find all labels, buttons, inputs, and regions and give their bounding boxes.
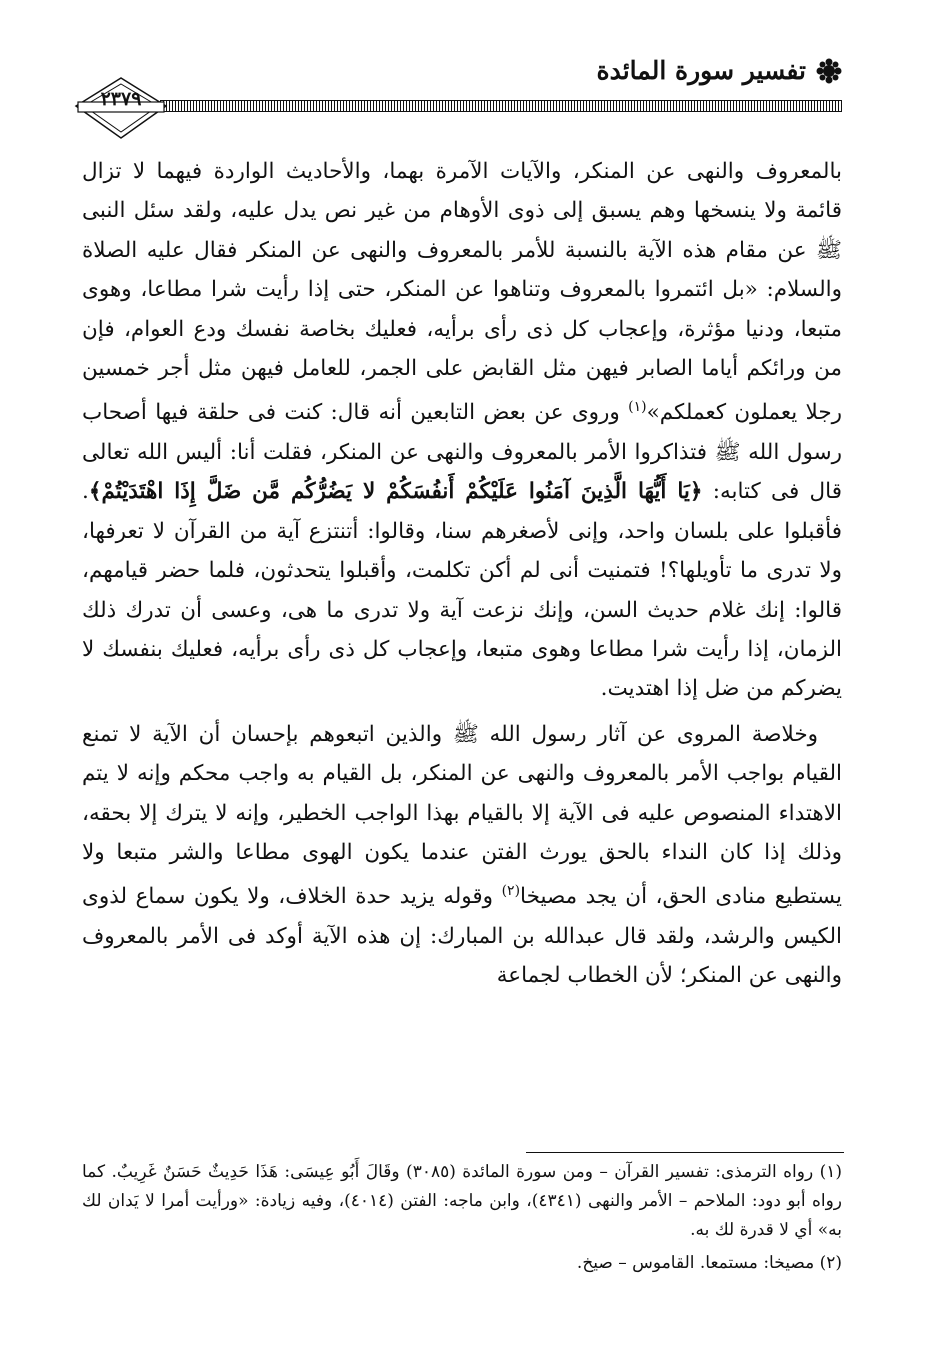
paragraph-2	[82, 715, 842, 996]
paragraph-2-part-b: وقوله يزيد حدة الخلاف، ولا يكون سماع لذوى الكيس والرشد، ولقد قال عبدالله بن المبارك: إن هذه الآية أوكد فى الأمر بالمعروف والنهى عن المنكر؛ لأن الخطاب لجماعة	[82, 884, 842, 989]
footnotes	[82, 1158, 842, 1282]
page-number: ٢٣٧٩	[100, 88, 142, 110]
header-rule	[160, 100, 842, 112]
footnote-ref-1: (١)	[628, 399, 647, 416]
footnote-1: (١) رواه الترمذى: تفسير القرآن – ومن سورة المائدة (٣٠٨٥) وقَالَ أَبُو عِيسَى: هَذَا حَدِيثٌ حَسَنٌ غَرِيبٌ. كما رواه أبو دود: الملاحم – الأمر والنهى (٤٣٤١)، وابن ماجه: الفتن (٤٠١٤)، وفيه زيادة: «ورأيت أمرا لا يَدان لك به» أي لا قدرة لك به.	[82, 1162, 842, 1240]
page-header	[72, 48, 842, 138]
footnote-2: (٢) مصيخا: مستمعا. القاموس – صيخ.	[576, 1253, 842, 1273]
page-number-badge	[72, 76, 170, 140]
flower-ornament-icon	[816, 58, 842, 84]
footnote-divider	[526, 1152, 844, 1153]
header-title-group	[597, 56, 843, 85]
paragraph-1-part-a: بالمعروف والنهى عن المنكر، والآيات الآمرة بهما، والأحاديث الواردة فيهما لا تزال قائمة ولا ينسخها وهم يسبق إلى ذوى الأوهام من غير نص يدل عليه، ولقد سئل النبى ﷺ عن مقام هذه الآية بالنسبة للأمر بالمعروف والنهى عن المنكر فقال عليه الصلاة والسلام: «بل ائتمروا بالمعروف وتناهوا عن المنكر، حتى إذا رأيت شرا مطاعا، وهوى متبعا، ودنيا مؤثرة، وإعجاب كل ذى رأى برأيه، فعليك بخاصة نفسك ودع العوام، فإن من ورائكم أياما الصابر فيهن مثل القابض على الجمر، للعامل فيهن مثل أجر خمسين رجلا يعملون كعملكم»	[82, 159, 842, 426]
footnote-ref-2: (٢)	[501, 883, 521, 900]
page-title: تفسير سورة المائدة	[596, 56, 806, 85]
paragraph-1	[82, 152, 842, 709]
paragraph-2-part-a: وخلاصة المروى عن آثار رسول الله ﷺ والذين اتبعوهم بإحسان أن الآية لا تمنع القيام بواجب الأمر بالمعروف والنهى عن المنكر، بل القيام به واجب محكم وإنه لا يتم الاهتداء المنصوص عليه فى الآية إلا بالقيام بهذا الواجب الخطير، وإنه لا يترك إلا بحقه، وذلك إذا كان النداء بالحق يورث الفتن عندما يكون الهوى مطاعا والشر متبعا ولا يستطيع منادى الحق، أن يجد مصيخا	[82, 721, 843, 910]
paragraph-1-part-c: . فأقبلوا على بلسان واحد، وإنى لأصغرهم سنا، وقالوا: أتنتزع آية من القرآن لا تعرفها، ولا تدرى ما تأويلها؟! فتمنيت أنى لم أكن تكلمت، وأقبلوا يتحدثون، فلما حضر قيامهم، قالوا: إنك غلام حديث السن، وإنك نزعت آية ولا تدرى ما هى، وعسى أن تدرك ذلك الزمان، إذا رأيت شرا مطاعا وهوى متبعا، وإعجاب كل ذى رأى برأيه، فعليك بنفسك لا يضركم من ضل إذا اهتديت.	[82, 479, 842, 702]
quran-verse: ﴿يَا أَيُّهَا الَّذِينَ آمَنُوا عَلَيْكُمْ أَنفُسَكُمْ لا يَضُرُّكُم مَّن ضَلَّ إِذَا اهْتَدَيْتُمْ﴾	[88, 479, 703, 505]
paragraph-1-part-b: وروى عن بعض التابعين أنه قال: كنت فى حلقة فيها أصحاب رسول الله ﷺ فتذاكروا الأمر بالمعروف والنهى عن المنكر، فقلت أنا: أليس الله تعالى قال فى كتابه:	[82, 400, 842, 505]
main-text	[82, 152, 842, 996]
